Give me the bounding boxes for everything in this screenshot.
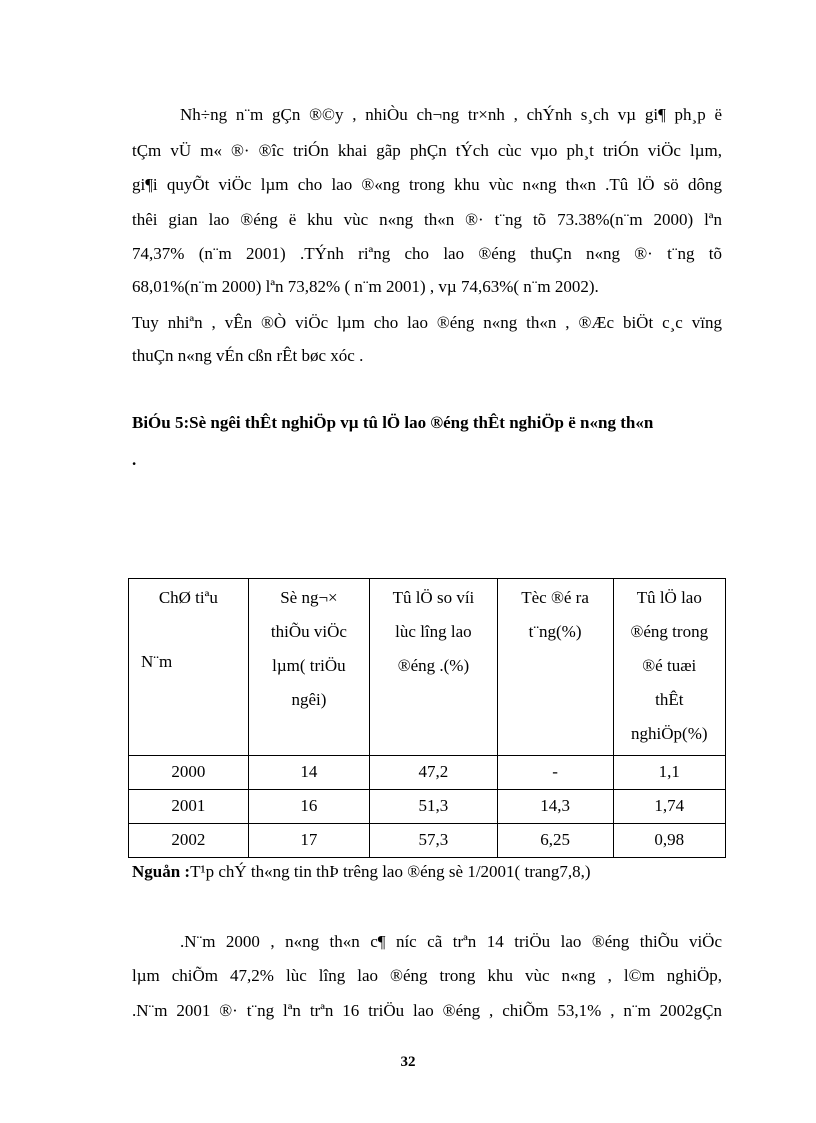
header-cell-ratio — [370, 579, 497, 756]
table-row — [129, 756, 726, 790]
paragraph-line: thêi gian lao ®éng ë khu vùc n«ng th«n ®· t¨ng tõ 73.38%(n¨m 2000) lªn — [132, 210, 722, 229]
header-cell-growth-rate — [497, 579, 613, 756]
header-text: nghiÖp(%) — [631, 724, 708, 743]
header-cell-unemployment-rate — [613, 579, 725, 756]
header-text: ngêi) — [291, 690, 327, 709]
table-row — [129, 790, 726, 824]
cell-growth-rate: 14,3 — [497, 790, 613, 824]
header-text: Sè ng¬× — [280, 588, 338, 607]
paragraph-line: .N¨m 2000 , n«ng th«n c¶ níc cã trªn 14 triÖu lao ®éng thiÕu viÖc — [180, 932, 722, 951]
cell-growth-rate: - — [497, 756, 613, 790]
paragraph-line: 74,37% (n¨m 2001) .TÝnh riªng cho lao ®éng thuÇn n«ng ®· t¨ng tõ — [132, 244, 722, 263]
header-text: thiÕu viÖc — [270, 622, 347, 641]
page-number: 32 — [400, 1054, 416, 1070]
paragraph-line: tÇm vÜ m« ®· ®îc triÓn khai gãp phÇn tÝch cùc vµo ph¸t triÓn viÖc lµm, — [132, 141, 722, 160]
table-row — [129, 824, 726, 858]
header-cell-indicator — [129, 579, 249, 756]
paragraph-line: Tuy nhiªn , vÊn ®Ò viÖc lµm cho lao ®éng n«ng th«n , ®Æc biÖt c¸c vïng — [132, 313, 722, 332]
cell-unemployment-rate: 0,98 — [613, 824, 725, 858]
cell-unemployed-count: 17 — [248, 824, 370, 858]
cell-unemployed-count: 16 — [248, 790, 370, 824]
paragraph-line: thuÇn n«ng vÉn cßn rÊt bøc xóc . — [132, 346, 364, 365]
header-indicator-label: ChØ tiªu — [158, 588, 218, 607]
cell-unemployed-count: 14 — [248, 756, 370, 790]
paragraph-line: Nh÷ng n¨m gÇn ®©y , nhiÒu ch¬ng tr×nh , chÝnh s¸ch vµ gi¶ ph¸p ë — [180, 105, 722, 124]
cell-year: 2002 — [129, 824, 249, 858]
cell-unemployment-rate: 1,74 — [613, 790, 725, 824]
cell-year: 2000 — [129, 756, 249, 790]
source-note — [132, 862, 591, 882]
header-text: lùc lîng lao — [395, 622, 472, 641]
paragraph-line: .N¨m 2001 ®· t¨ng lªn trªn 16 triÖu lao ®éng , chiÕm 53,1% , n¨m 2002gÇn — [132, 1001, 722, 1020]
unemployment-table — [128, 578, 726, 858]
cell-ratio: 51,3 — [370, 790, 497, 824]
table-header-row — [129, 579, 726, 756]
cell-growth-rate: 6,25 — [497, 824, 613, 858]
paragraph-line: gi¶i quyÕt viÖc lµm cho lao ®«ng trong khu vùc n«ng th«n .Tû lÖ sö dông — [132, 175, 722, 194]
cell-ratio: 57,3 — [370, 824, 497, 858]
header-text: ®éng .(%) — [397, 656, 470, 675]
table-title: BiÓu 5:Sè ngêi thÊt nghiÖp vµ tû lÖ lao ®éng thÊt nghiÖp ë n«ng th«n — [132, 413, 654, 432]
cell-year: 2001 — [129, 790, 249, 824]
header-cell-unemployed-count — [248, 579, 370, 756]
header-text: ®é tuæi — [642, 656, 697, 675]
header-text: thÊt — [655, 690, 684, 709]
table-title-continuation: . — [132, 450, 137, 469]
source-label: Nguån : — [132, 862, 191, 881]
source-text: T¹p chÝ th«ng tin thÞ trêng lao ®éng sè 1/2001( trang7,8,) — [190, 862, 591, 881]
header-text: t¨ng(%) — [528, 622, 582, 641]
header-year-label: N¨m — [141, 652, 173, 671]
header-text: ®éng trong — [630, 622, 709, 641]
cell-unemployment-rate: 1,1 — [613, 756, 725, 790]
header-text: Tû lÖ lao — [636, 588, 702, 607]
paragraph-line: lµm chiÕm 47,2% lùc lîng lao ®éng trong khu vùc n«ng , l©m nghiÖp, — [132, 966, 722, 985]
header-text: lµm( triÖu — [272, 656, 346, 675]
cell-ratio: 47,2 — [370, 756, 497, 790]
header-text: Tèc ®é ra — [521, 588, 589, 607]
header-text: Tû lÖ so víi — [392, 588, 475, 607]
paragraph-line: 68,01%(n¨m 2000) lªn 73,82% ( n¨m 2001) , vµ 74,63%( n¨m 2002). — [132, 277, 599, 296]
